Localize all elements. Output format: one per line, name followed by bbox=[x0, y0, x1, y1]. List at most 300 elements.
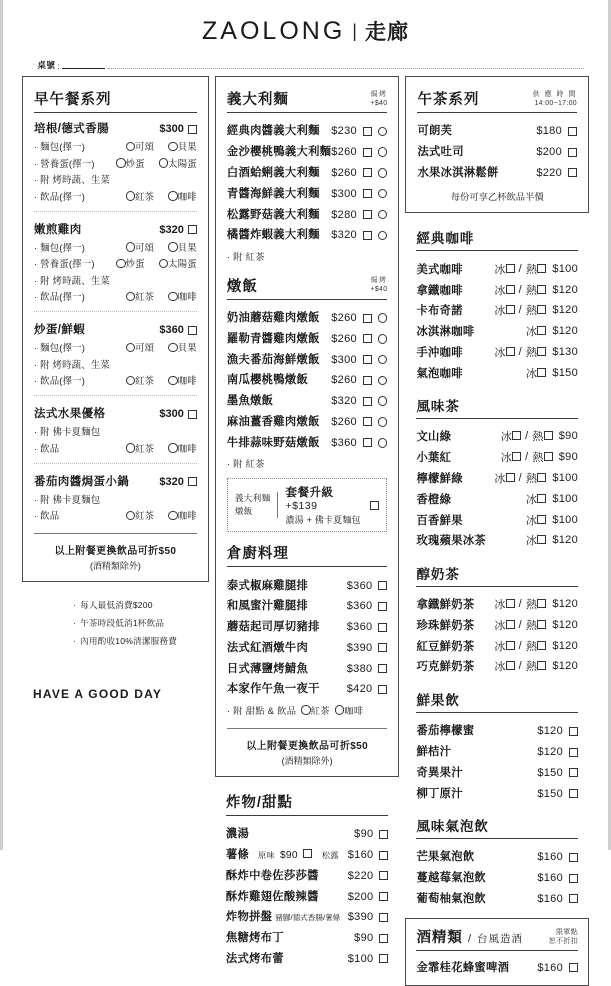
order-checkbox[interactable] bbox=[569, 894, 578, 903]
item-price: $220 bbox=[347, 869, 374, 882]
option-radio[interactable] bbox=[378, 189, 388, 199]
order-checkbox[interactable] bbox=[537, 515, 546, 524]
item-price-group bbox=[331, 125, 387, 137]
policy-note: · 每人最低消費$200 bbox=[73, 599, 209, 611]
ice-option[interactable]: 冰 bbox=[526, 323, 546, 339]
order-checkbox[interactable] bbox=[506, 473, 515, 482]
order-checkbox[interactable] bbox=[188, 125, 197, 134]
drink-options bbox=[526, 512, 578, 528]
brunch-option-row bbox=[34, 289, 197, 303]
item-price-group bbox=[537, 767, 578, 779]
pasta-title: 義大利麵 bbox=[226, 92, 289, 108]
brunch-choice[interactable]: 炒蛋 bbox=[116, 156, 145, 170]
order-checkbox[interactable] bbox=[506, 641, 515, 650]
brunch-choice[interactable]: 咖啡 bbox=[168, 373, 197, 387]
hot-option[interactable]: 熱 bbox=[526, 302, 546, 318]
item-name: 芒果氣泡飲 bbox=[416, 851, 475, 864]
order-checkbox[interactable] bbox=[363, 334, 372, 343]
hot-option[interactable]: 熱 bbox=[526, 596, 546, 612]
brunch-header bbox=[34, 88, 197, 113]
item-name: 鮮桔汁 bbox=[416, 746, 452, 759]
brunch-item bbox=[34, 221, 197, 304]
order-checkbox[interactable] bbox=[506, 620, 515, 629]
brunch-choice[interactable]: 太陽蛋 bbox=[159, 256, 197, 270]
item-price-group bbox=[537, 851, 578, 863]
order-checkbox[interactable] bbox=[379, 851, 388, 860]
brunch-option-label: · 附 烤時蔬、生菜 bbox=[34, 358, 110, 370]
brunch-option-label: · 飲品 bbox=[34, 510, 60, 521]
drink-row bbox=[416, 447, 578, 468]
order-checkbox[interactable] bbox=[188, 225, 197, 234]
brunch-choice[interactable]: 紅茶 bbox=[126, 373, 155, 387]
item-price: $220 bbox=[536, 166, 562, 179]
item-name: 南瓜櫻桃鴨燉飯 bbox=[226, 374, 309, 387]
order-checkbox[interactable] bbox=[544, 431, 553, 440]
menu-row bbox=[227, 431, 388, 452]
menu-row bbox=[416, 761, 578, 782]
order-checkbox[interactable] bbox=[363, 168, 372, 177]
item-price: $160 bbox=[537, 961, 563, 974]
menu-row bbox=[416, 720, 578, 741]
brunch-option-label: · 附 佛卡夏麵包 bbox=[34, 493, 101, 505]
brand-name-en: ZAOLONG bbox=[202, 17, 346, 45]
drink-row bbox=[416, 635, 578, 656]
order-checkbox[interactable] bbox=[537, 535, 546, 544]
order-checkbox[interactable] bbox=[537, 347, 546, 356]
item-name: 漁夫番茄海鮮燉飯 bbox=[226, 353, 320, 366]
alcohol-list bbox=[416, 956, 578, 977]
option-radio[interactable] bbox=[378, 147, 388, 157]
order-checkbox[interactable] bbox=[506, 305, 515, 314]
menu-row bbox=[416, 867, 578, 888]
brunch-footer-line2: (酒精類除外) bbox=[89, 561, 141, 571]
item-name: 美式咖啡 bbox=[416, 263, 463, 276]
drink-options bbox=[494, 638, 578, 654]
order-checkbox[interactable] bbox=[363, 314, 372, 323]
brunch-item-price-group bbox=[159, 476, 196, 488]
combo-applies-pasta: 義大利麵 bbox=[234, 493, 271, 504]
brunch-choice[interactable]: 紅茶 bbox=[126, 441, 155, 455]
ice-option[interactable]: 冰 bbox=[494, 470, 514, 486]
brunch-option-label: · 飲品 bbox=[34, 442, 60, 454]
order-checkbox[interactable] bbox=[188, 326, 197, 335]
order-checkbox[interactable] bbox=[537, 494, 546, 503]
option-radio[interactable] bbox=[126, 343, 136, 353]
brunch-choice[interactable]: 貝果 bbox=[168, 340, 197, 354]
brunch-item bbox=[34, 321, 197, 387]
menu-row bbox=[226, 948, 389, 969]
menu-row bbox=[226, 885, 389, 906]
brunch-choice[interactable]: 貝果 bbox=[168, 139, 197, 153]
drink-options bbox=[494, 470, 578, 486]
item-price: $90 bbox=[558, 430, 578, 443]
order-checkbox[interactable] bbox=[569, 853, 578, 862]
item-price: $100 bbox=[347, 952, 374, 965]
order-checkbox[interactable] bbox=[506, 264, 515, 273]
order-checkbox[interactable] bbox=[537, 368, 546, 377]
brunch-option-choices bbox=[116, 289, 197, 303]
menu-row bbox=[227, 411, 388, 432]
drink-options bbox=[494, 596, 578, 612]
brunch-option-row bbox=[34, 240, 197, 254]
temp-separator: / bbox=[518, 618, 523, 631]
risotto-title: 燉飯 bbox=[226, 278, 258, 295]
teatime-list bbox=[417, 120, 577, 182]
option-radio[interactable] bbox=[378, 355, 388, 365]
item-price-group bbox=[331, 188, 387, 200]
milktea-header bbox=[416, 563, 578, 587]
table-number-input[interactable] bbox=[62, 68, 105, 69]
brunch-item-price-group bbox=[159, 324, 196, 336]
order-checkbox[interactable] bbox=[379, 954, 388, 963]
brunch-option-row bbox=[34, 273, 197, 287]
option-radio[interactable] bbox=[378, 438, 388, 448]
column-middle bbox=[215, 76, 400, 968]
kitchen-footer-line2: (酒精類除外) bbox=[281, 755, 333, 766]
order-checkbox[interactable] bbox=[512, 431, 521, 440]
juice-list bbox=[416, 720, 578, 803]
brunch-choice[interactable]: 紅茶 bbox=[126, 289, 155, 303]
brunch-choice[interactable]: 紅茶 bbox=[126, 189, 155, 203]
option-radio[interactable] bbox=[168, 142, 178, 152]
drink-row bbox=[416, 615, 578, 636]
ice-option[interactable]: 冰 bbox=[501, 449, 521, 465]
option-radio[interactable] bbox=[168, 191, 178, 201]
item-price: $120 bbox=[552, 660, 578, 673]
order-checkbox[interactable] bbox=[378, 581, 387, 590]
option-radio[interactable] bbox=[378, 417, 388, 427]
option-radio[interactable] bbox=[116, 158, 126, 168]
item-price-group bbox=[536, 125, 577, 137]
order-checkbox[interactable] bbox=[379, 934, 388, 943]
combo-upgrade-box[interactable] bbox=[227, 478, 388, 532]
item-price-group bbox=[354, 932, 388, 944]
order-checkbox[interactable] bbox=[537, 620, 546, 629]
order-checkbox[interactable] bbox=[537, 285, 546, 294]
item-price: $260 bbox=[331, 146, 357, 159]
kitchen-note-choice[interactable]: 紅茶 bbox=[299, 706, 330, 716]
order-checkbox[interactable] bbox=[569, 727, 578, 736]
teatime-header bbox=[417, 88, 577, 113]
option-radio[interactable] bbox=[378, 231, 388, 241]
item-name: 奇異果汁 bbox=[416, 766, 463, 779]
kitchen-title: 倉廚料理 bbox=[226, 546, 289, 563]
brunch-option-row bbox=[34, 139, 197, 153]
combo-checkbox[interactable] bbox=[370, 501, 379, 510]
order-checkbox[interactable] bbox=[363, 127, 372, 136]
item-price-group bbox=[347, 580, 388, 592]
option-radio[interactable] bbox=[378, 210, 388, 220]
option-radio[interactable] bbox=[378, 334, 388, 344]
hot-option[interactable]: 熱 bbox=[532, 449, 552, 465]
option-radio[interactable] bbox=[168, 443, 178, 453]
drink-options bbox=[526, 491, 578, 507]
drinks-section bbox=[405, 227, 589, 908]
alcohol-title: 酒精類 bbox=[416, 930, 463, 947]
item-price-group bbox=[537, 788, 578, 800]
order-checkbox[interactable] bbox=[506, 599, 515, 608]
item-price-group bbox=[347, 683, 388, 695]
item-name: 橘醬炸蝦義大利麵 bbox=[226, 229, 320, 242]
soda-title: 風味氣泡飲 bbox=[416, 818, 489, 834]
fried-list bbox=[226, 823, 389, 968]
alcohol-note-line2: 恕不折扣 bbox=[548, 938, 578, 946]
combo-details bbox=[285, 484, 363, 526]
brunch-choice[interactable]: 咖啡 bbox=[168, 289, 197, 303]
item-name: 手沖咖啡 bbox=[416, 346, 463, 359]
option-radio[interactable] bbox=[126, 511, 136, 521]
item-price: $120 bbox=[552, 283, 578, 296]
option-radio[interactable] bbox=[335, 705, 345, 715]
item-divider bbox=[34, 395, 197, 396]
temp-separator: / bbox=[525, 451, 529, 464]
order-checkbox[interactable] bbox=[537, 661, 546, 670]
item-price-group bbox=[331, 333, 387, 345]
order-checkbox[interactable] bbox=[512, 452, 521, 461]
alcohol-note bbox=[549, 928, 578, 947]
column-left bbox=[22, 76, 209, 701]
item-name: 酥炸雞翅佐酸辣醬 bbox=[225, 890, 319, 903]
menu-row bbox=[227, 224, 388, 245]
brunch-choice[interactable]: 太陽蛋 bbox=[159, 156, 197, 170]
option-radio[interactable] bbox=[378, 396, 388, 406]
order-checkbox[interactable] bbox=[537, 264, 546, 273]
order-checkbox[interactable] bbox=[569, 963, 578, 972]
brunch-choice[interactable]: 可頌 bbox=[126, 240, 155, 254]
order-checkbox[interactable] bbox=[568, 127, 577, 136]
ice-option[interactable]: 冰 bbox=[526, 491, 546, 507]
hot-option[interactable]: 熱 bbox=[526, 282, 546, 298]
option-radio[interactable] bbox=[168, 376, 178, 386]
item-name: 冰淇淋咖啡 bbox=[416, 326, 475, 339]
ice-option[interactable]: 冰 bbox=[494, 638, 514, 654]
option-radio[interactable] bbox=[301, 705, 311, 715]
item-name: 法式烤布蕾 bbox=[225, 952, 284, 965]
order-checkbox[interactable] bbox=[379, 913, 388, 922]
item-price: $160 bbox=[537, 872, 563, 885]
menu-row bbox=[417, 162, 577, 183]
temp-separator: / bbox=[518, 262, 523, 275]
ice-option[interactable]: 冰 bbox=[494, 617, 514, 633]
order-checkbox[interactable] bbox=[363, 438, 372, 447]
brunch-option-choices bbox=[116, 441, 197, 455]
option-radio[interactable] bbox=[378, 127, 388, 137]
item-price: $260 bbox=[331, 332, 357, 345]
order-checkbox[interactable] bbox=[188, 410, 197, 419]
drink-options bbox=[501, 428, 578, 444]
brunch-choice[interactable]: 貝果 bbox=[168, 240, 197, 254]
ice-option[interactable]: 冰 bbox=[494, 658, 514, 674]
menu-row bbox=[226, 906, 389, 927]
hot-option[interactable]: 熱 bbox=[526, 638, 546, 654]
brunch-choice[interactable]: 咖啡 bbox=[168, 189, 197, 203]
risotto-note: · 附 紅茶 bbox=[226, 459, 265, 470]
menu-row bbox=[416, 782, 578, 803]
order-checkbox[interactable] bbox=[506, 285, 515, 294]
order-checkbox[interactable] bbox=[379, 892, 388, 901]
order-checkbox[interactable] bbox=[544, 452, 553, 461]
fried-header bbox=[226, 791, 389, 816]
order-checkbox[interactable] bbox=[506, 347, 515, 356]
item-price: $300 bbox=[331, 353, 357, 366]
option-radio[interactable] bbox=[378, 168, 388, 178]
option-radio[interactable] bbox=[126, 142, 136, 152]
order-checkbox[interactable] bbox=[537, 326, 546, 335]
order-checkbox[interactable] bbox=[569, 768, 578, 777]
option-radio[interactable] bbox=[168, 242, 178, 252]
order-checkbox[interactable] bbox=[363, 148, 372, 157]
ice-option[interactable]: 冰 bbox=[526, 512, 546, 528]
item-price: $260 bbox=[331, 312, 357, 325]
item-price: $360 bbox=[346, 600, 373, 613]
alcohol-section bbox=[405, 918, 589, 986]
brunch-choice[interactable]: 炒蛋 bbox=[116, 256, 145, 270]
order-checkbox[interactable] bbox=[363, 231, 372, 240]
ice-option[interactable]: 冰 bbox=[494, 261, 514, 277]
order-checkbox[interactable] bbox=[363, 417, 372, 426]
brunch-option-label: · 附 烤時蔬、生菜 bbox=[34, 174, 110, 185]
option-radio[interactable] bbox=[159, 158, 169, 168]
option-radio[interactable] bbox=[168, 343, 178, 353]
order-checkbox[interactable] bbox=[363, 210, 372, 219]
item-price-group bbox=[348, 849, 389, 861]
brunch-choice[interactable]: 咖啡 bbox=[168, 508, 197, 522]
brand-separator: | bbox=[352, 21, 360, 41]
ice-option[interactable]: 冰 bbox=[494, 596, 514, 612]
drink-options bbox=[526, 532, 578, 548]
item-price: $320 bbox=[331, 229, 357, 242]
item-name: 松露野菇義大利麵 bbox=[226, 208, 320, 221]
kitchen-note-choice[interactable]: 咖啡 bbox=[333, 706, 364, 716]
brunch-option-row bbox=[34, 340, 197, 354]
order-checkbox[interactable] bbox=[537, 599, 546, 608]
item-price: $260 bbox=[331, 166, 357, 179]
brunch-footer-line1: 以上附餐更換飲品可折$50 bbox=[54, 546, 177, 557]
order-checkbox[interactable] bbox=[378, 643, 387, 652]
option-radio[interactable] bbox=[168, 292, 178, 302]
brunch-item-head bbox=[34, 221, 197, 237]
order-checkbox[interactable] bbox=[569, 874, 578, 883]
menu-row bbox=[227, 348, 388, 369]
order-checkbox[interactable] bbox=[569, 789, 578, 798]
item-name: 奶油蘑菇雞肉燉飯 bbox=[226, 312, 320, 325]
pasta-bake-price: +$40 bbox=[370, 99, 388, 107]
option-radio[interactable] bbox=[126, 191, 136, 201]
menu-row bbox=[226, 823, 389, 844]
item-price: $230 bbox=[331, 125, 357, 138]
order-checkbox[interactable] bbox=[537, 641, 546, 650]
ice-option[interactable]: 冰 bbox=[526, 532, 546, 548]
risotto-bake-label: 焗烤 bbox=[370, 277, 388, 285]
order-checkbox[interactable] bbox=[379, 871, 388, 880]
menu-row bbox=[227, 203, 388, 224]
item-price-group bbox=[348, 891, 389, 903]
brunch-option-label: · 飲品(擇一) bbox=[34, 190, 86, 202]
ice-option[interactable]: 冰 bbox=[494, 344, 514, 360]
order-checkbox[interactable] bbox=[379, 830, 388, 839]
option-radio[interactable] bbox=[159, 259, 169, 269]
order-checkbox[interactable] bbox=[378, 623, 387, 632]
order-checkbox[interactable] bbox=[568, 148, 577, 157]
order-checkbox[interactable] bbox=[568, 168, 577, 177]
option-radio[interactable] bbox=[126, 376, 136, 386]
page-title bbox=[3, 0, 608, 46]
item-price: $120 bbox=[552, 325, 578, 338]
order-checkbox[interactable] bbox=[378, 602, 387, 611]
item-price-group bbox=[347, 621, 388, 633]
hot-option[interactable]: 熱 bbox=[526, 617, 546, 633]
hot-option[interactable]: 熱 bbox=[532, 428, 552, 444]
ice-option[interactable]: 冰 bbox=[494, 282, 514, 298]
brunch-section bbox=[22, 76, 209, 582]
brunch-choice[interactable]: 可頌 bbox=[126, 139, 155, 153]
option-radio[interactable] bbox=[126, 292, 136, 302]
option-radio[interactable] bbox=[126, 443, 136, 453]
soda-header bbox=[416, 815, 578, 839]
item-name: 香橙綠 bbox=[416, 493, 452, 506]
option-radio[interactable] bbox=[168, 511, 178, 521]
order-checkbox[interactable] bbox=[188, 477, 197, 486]
drink-options bbox=[494, 617, 578, 633]
order-checkbox[interactable] bbox=[378, 685, 387, 694]
menu-row bbox=[416, 741, 578, 762]
item-name: 珍珠鮮奶茶 bbox=[416, 619, 475, 632]
brunch-choice[interactable]: 可頌 bbox=[126, 340, 155, 354]
order-checkbox[interactable] bbox=[363, 376, 372, 385]
item-name: 羅勒青醬雞肉燉飯 bbox=[226, 332, 320, 345]
order-checkbox[interactable] bbox=[569, 748, 578, 757]
order-checkbox[interactable] bbox=[378, 664, 387, 673]
menu-row bbox=[226, 844, 389, 865]
item-name: 蘑菇起司厚切豬排 bbox=[226, 621, 320, 634]
combo-applies-to bbox=[235, 492, 279, 518]
order-checkbox[interactable] bbox=[537, 473, 546, 482]
option-radio[interactable] bbox=[378, 376, 388, 386]
order-checkbox[interactable] bbox=[506, 661, 515, 670]
order-checkbox[interactable] bbox=[537, 305, 546, 314]
item-price: $390 bbox=[346, 641, 373, 654]
ice-option[interactable]: 冰 bbox=[501, 428, 521, 444]
item-name: 白酒蛤蜊義大利麵 bbox=[226, 166, 320, 179]
option-radio[interactable] bbox=[116, 259, 126, 269]
teatime-hours-value: 14:00~17:00 bbox=[534, 99, 577, 107]
ice-option[interactable]: 冰 bbox=[526, 365, 546, 381]
hot-option[interactable]: 熱 bbox=[526, 261, 546, 277]
risotto-header bbox=[227, 275, 388, 300]
item-price-group bbox=[537, 893, 578, 905]
order-checkbox[interactable] bbox=[303, 849, 312, 858]
brunch-choice[interactable]: 紅茶 bbox=[126, 508, 155, 522]
order-checkbox[interactable] bbox=[363, 189, 372, 198]
ice-option[interactable]: 冰 bbox=[494, 302, 514, 318]
item-name: 經典肉醬義大利麵 bbox=[226, 125, 320, 138]
brunch-choice[interactable]: 咖啡 bbox=[168, 441, 197, 455]
hot-option[interactable]: 熱 bbox=[526, 470, 546, 486]
coffee-header bbox=[416, 227, 578, 251]
hot-option[interactable]: 熱 bbox=[526, 658, 546, 674]
option-radio[interactable] bbox=[378, 313, 388, 323]
risotto-bake-note bbox=[370, 276, 387, 295]
option-radio[interactable] bbox=[126, 242, 136, 252]
item-name: 紅豆鮮奶茶 bbox=[416, 640, 475, 653]
order-checkbox[interactable] bbox=[363, 397, 372, 406]
hot-option[interactable]: 熱 bbox=[526, 344, 546, 360]
table-number-row bbox=[33, 57, 608, 71]
item-divider bbox=[34, 311, 197, 312]
teatime-footer: 每份可享乙杯飲品半價 bbox=[450, 192, 544, 203]
brunch-option-row bbox=[34, 508, 197, 522]
order-checkbox[interactable] bbox=[363, 355, 372, 364]
